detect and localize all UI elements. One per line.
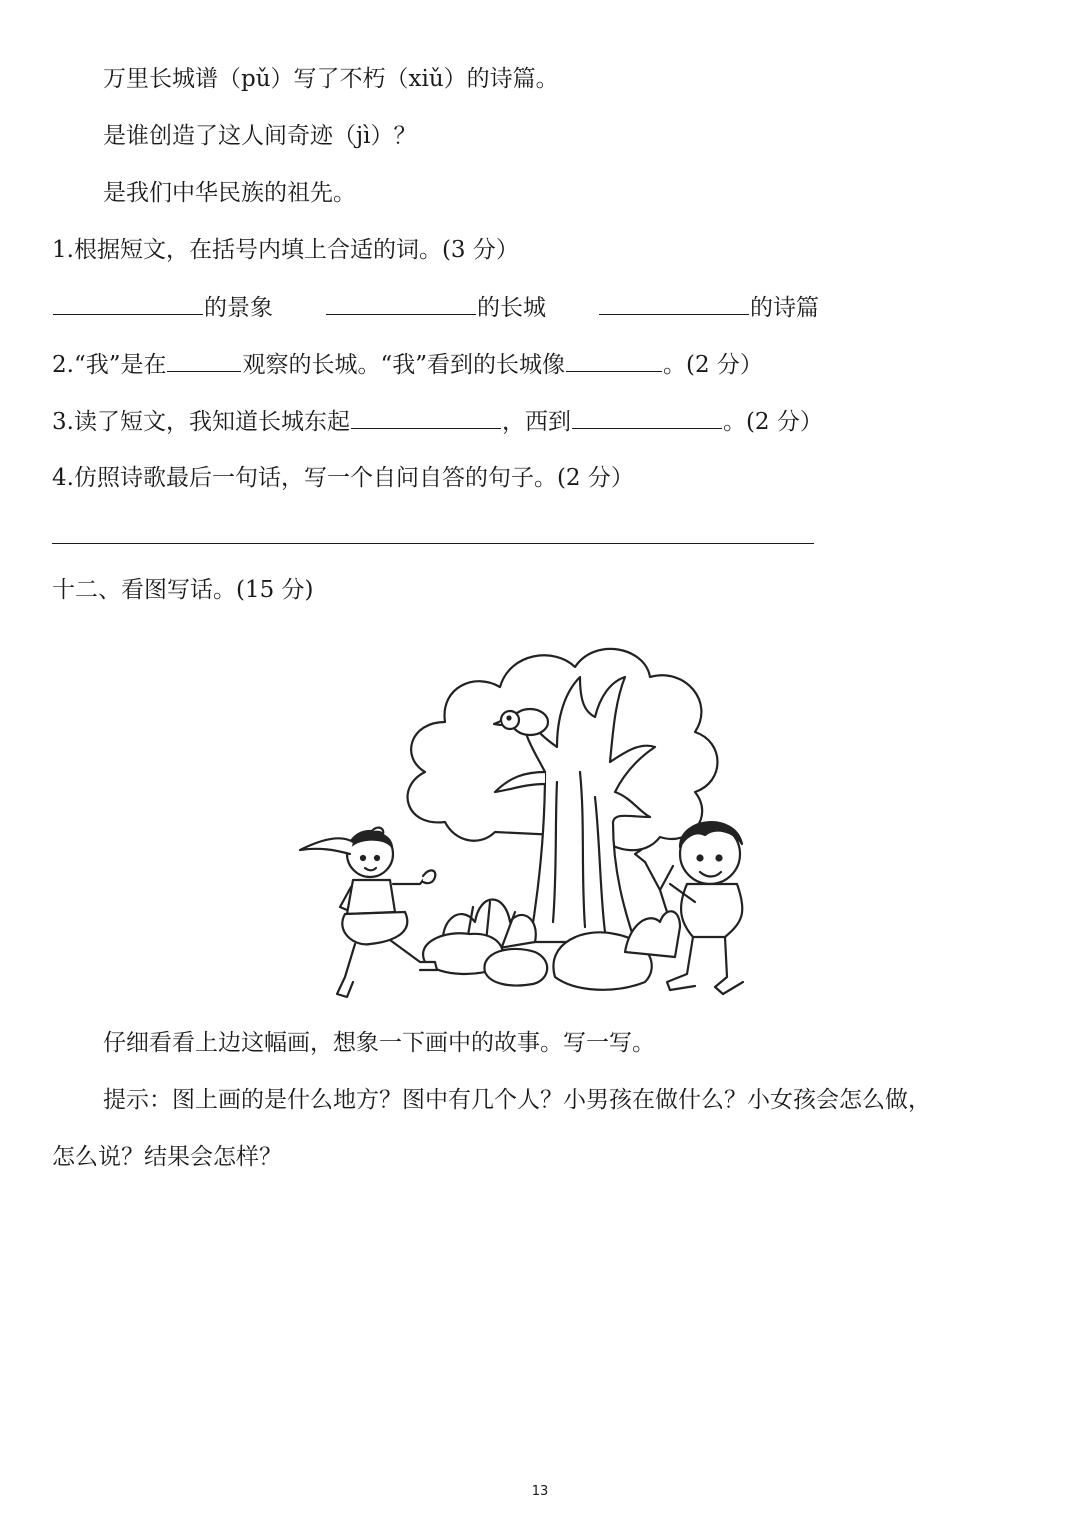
poem-line-3: 是我们中华民族的祖先。 — [103, 180, 356, 206]
question-4: 4.仿照诗歌最后一句话，写一个自问自答的句子。(2 分） — [52, 465, 634, 491]
question-3-part-b: ，西到 — [501, 409, 571, 435]
instruction: 仔细看看上边这幅画，想象一下画中的故事。写一写。 — [103, 1030, 655, 1056]
question-2-part-b: 观察的长城。“我”看到的长城像 — [242, 352, 565, 378]
girl — [300, 828, 437, 997]
question-2 — [52, 349, 763, 380]
fill-blank[interactable] — [53, 292, 203, 315]
section-12-title: 十二、看图写话。(15 分) — [52, 577, 314, 603]
fill-suffix-3: 的诗篇 — [750, 295, 819, 321]
hint-line-1: 提示：图上画的是什么地方？图中有几个人？小男孩在做什么？小女孩会怎么做， — [103, 1087, 931, 1113]
question-1-fill-row — [52, 292, 819, 323]
fill-blank[interactable] — [326, 292, 476, 315]
fill-blank[interactable] — [572, 406, 722, 429]
fill-suffix-2: 的长城 — [477, 295, 546, 321]
question-3 — [52, 406, 823, 437]
question-1: 1.根据短文，在括号内填上合适的词。(3 分） — [52, 237, 519, 263]
poem-line-2: 是谁创造了这人间奇迹（jì）？ — [103, 123, 417, 149]
question-2-part-c: 。(2 分） — [663, 352, 763, 378]
question-2-part-a: 2.“我”是在 — [52, 352, 167, 378]
question-3-part-c: 。(2 分） — [722, 409, 823, 435]
fill-blank[interactable] — [566, 349, 662, 372]
page-number: 13 — [531, 1484, 549, 1499]
fill-blank[interactable] — [167, 349, 241, 372]
question-3-part-a: 3.读了短文，我知道长城东起 — [52, 409, 350, 435]
fill-blank[interactable] — [599, 292, 749, 315]
answer-line[interactable] — [52, 543, 814, 544]
hint-line-2: 怎么说？结果会怎样？ — [52, 1144, 282, 1170]
poem-line-1: 万里长城谱（pǔ）写了不朽（xiǔ）的诗篇。 — [103, 66, 559, 92]
slingshot — [645, 862, 673, 912]
story-illustration — [295, 622, 755, 1006]
rock — [484, 949, 547, 986]
fill-blank[interactable] — [351, 406, 501, 429]
fill-suffix-1: 的景象 — [204, 295, 273, 321]
